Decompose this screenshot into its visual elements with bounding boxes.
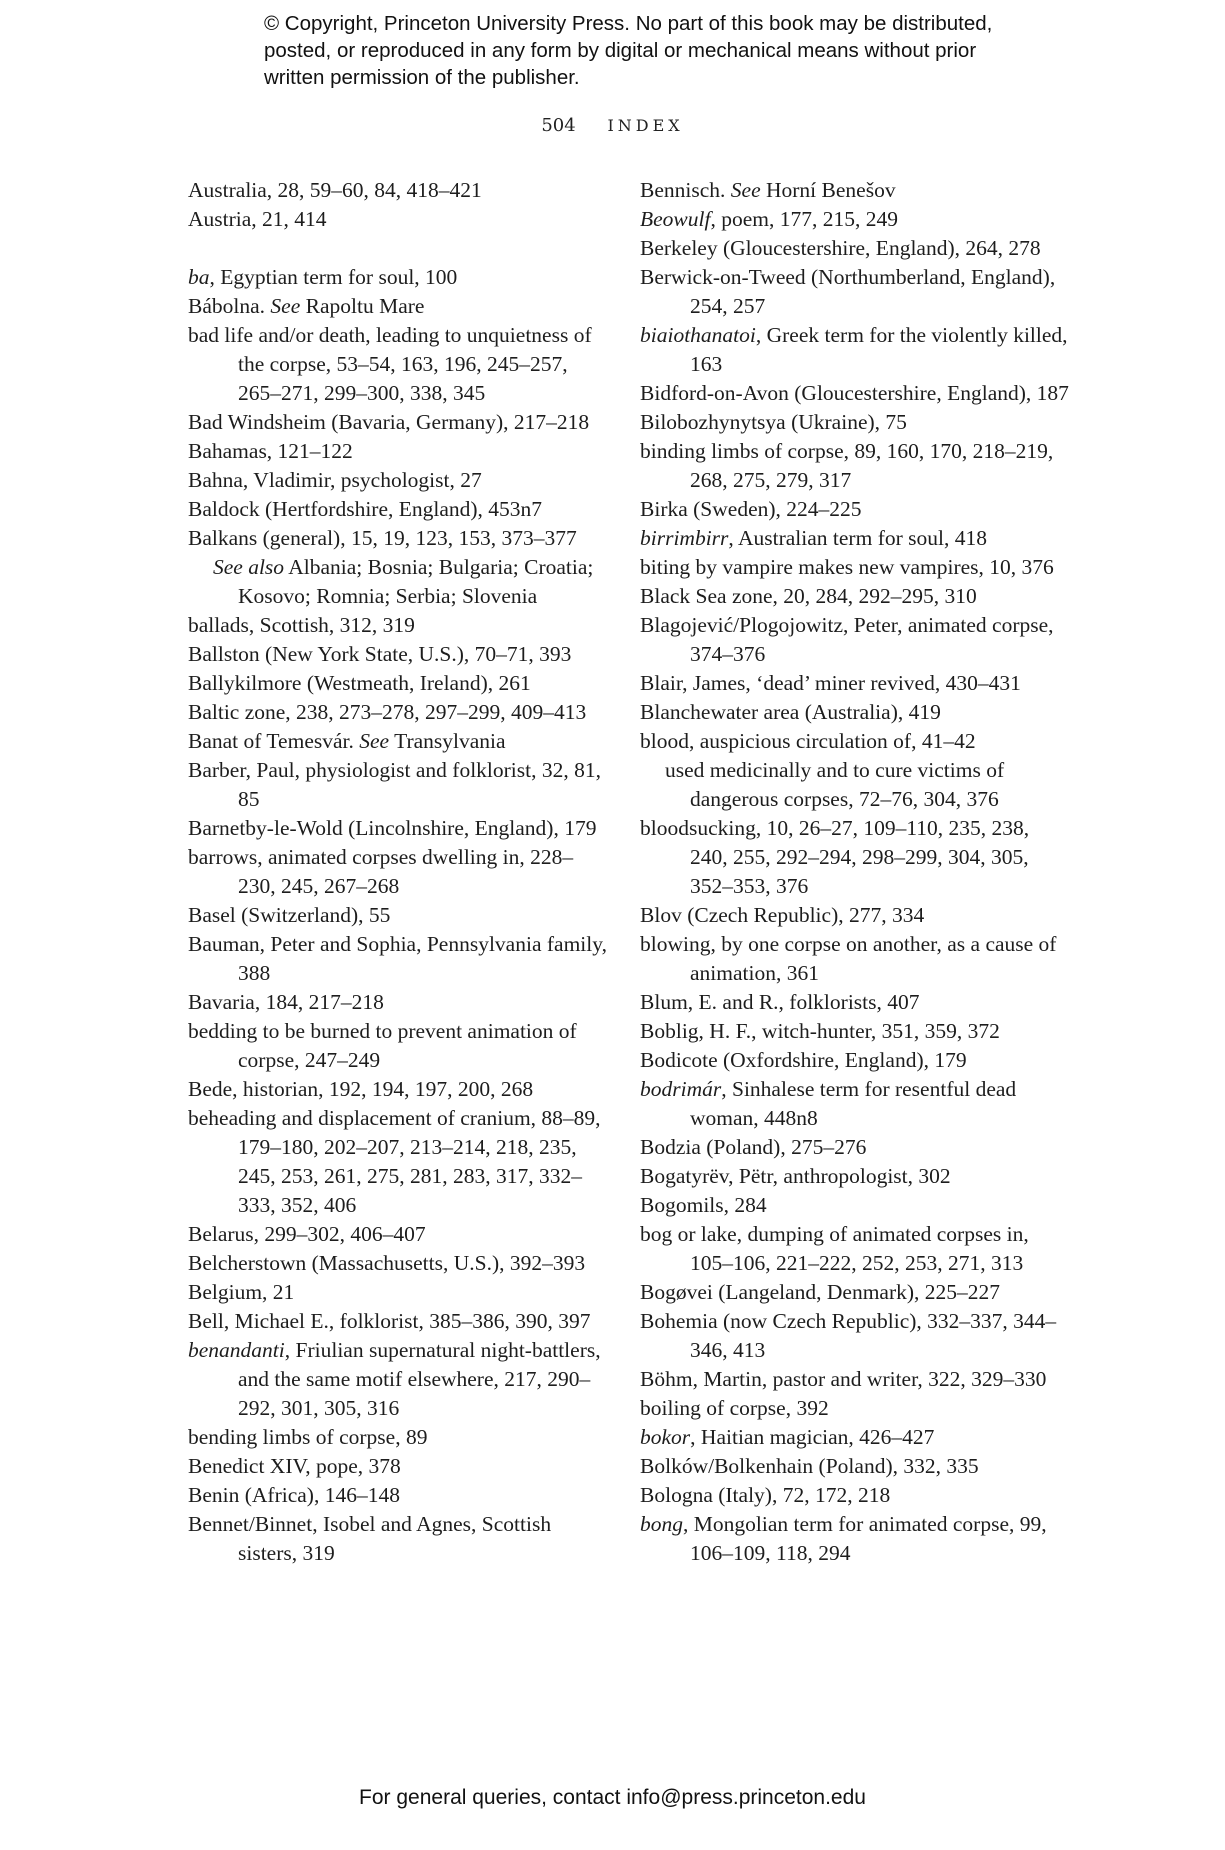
index-entry (188, 205, 608, 234)
entry-text: Barber, Paul, physiologist and folklorist, 32, 81, 85 (188, 758, 601, 811)
copyright-notice: © Copyright, Princeton University Press. No part of this book may be distributed, posted, or reproduced in any form by digital or mechanical means without prior written permission of the publisher. (264, 12, 993, 89)
entry-text: Bologna (Italy), 72, 172, 218 (640, 1483, 891, 1507)
running-title: INDEX (607, 116, 684, 135)
index-entry (188, 321, 608, 408)
entry-text: Blanchewater area (Australia), 419 (640, 700, 941, 724)
index-entry (188, 176, 608, 205)
index-entry (188, 611, 608, 640)
index-entry (640, 727, 1070, 756)
index-entry (188, 727, 608, 756)
entry-text: Blair, James, ‘dead’ miner revived, 430–431 (640, 671, 1021, 695)
entry-text: bending limbs of corpse, 89 (188, 1425, 428, 1449)
index-entry (640, 408, 1070, 437)
entry-text: Berwick-on-Tweed (Northumberland, England), 254, 257 (640, 265, 1056, 318)
index-entry (640, 495, 1070, 524)
entry-text: binding limbs of corpse, 89, 160, 170, 218–219, 268, 275, 279, 317 (640, 439, 1054, 492)
index-entry (640, 582, 1070, 611)
entry-text: , Haitian magician, 426–427 (690, 1425, 935, 1449)
index-entry (640, 1191, 1070, 1220)
index-subentry (188, 553, 608, 611)
index-entry (640, 1220, 1070, 1278)
entry-text: Banat of Temesvár. (188, 729, 360, 753)
running-head (0, 115, 1225, 136)
entry-headword: bong (640, 1512, 683, 1536)
index-entry (640, 930, 1070, 988)
entry-text: Bad Windsheim (Bavaria, Germany), 217–218 (188, 410, 590, 434)
entry-text: Australia, 28, 59–60, 84, 418–421 (188, 178, 482, 202)
entry-text: blowing, by one corpse on another, as a cause of animation, 361 (640, 932, 1057, 985)
index-column-left (188, 176, 608, 1568)
index-entry (640, 1423, 1070, 1452)
entry-text: Bennisch. (640, 178, 731, 202)
entry-gap (188, 234, 608, 263)
entry-text: , Mongolian term for animated corpse, 99, 106–109, 118, 294 (683, 1512, 1047, 1565)
see-target: Rapoltu Mare (300, 294, 425, 318)
entry-headword: ba (188, 265, 210, 289)
index-entry (188, 1278, 608, 1307)
see-target: Albania; Bosnia; Bulgaria; Croatia; Kosovo; Romnia; Serbia; Slovenia (238, 555, 594, 608)
entry-text: Blum, E. and R., folklorists, 407 (640, 990, 920, 1014)
entry-text: , Sinhalese term for resentful dead woman, 448n8 (690, 1077, 1017, 1130)
entry-text: , Friulian supernatural night-battlers, and the same motif elsewhere, 217, 290–292, 301, 305, 316 (238, 1338, 601, 1420)
entry-text: Bogatyrëv, Pëtr, anthropologist, 302 (640, 1164, 951, 1188)
entry-text: Basel (Switzerland), 55 (188, 903, 391, 927)
index-entry (640, 1075, 1070, 1133)
index-entry (640, 698, 1070, 727)
entry-text: barrows, animated corpses dwelling in, 228–230, 245, 267–268 (188, 845, 574, 898)
entry-text: Boblig, H. F., witch-hunter, 351, 359, 372 (640, 1019, 1000, 1043)
entry-text: boiling of corpse, 392 (640, 1396, 829, 1420)
entry-text: Bidford-on-Avon (Gloucestershire, England), 187 (640, 381, 1069, 405)
index-entry (188, 437, 608, 466)
index-entry (640, 1452, 1070, 1481)
entry-headword: bodrimár (640, 1077, 722, 1101)
entry-text: Böhm, Martin, pastor and writer, 322, 329–330 (640, 1367, 1047, 1391)
entry-text: Bede, historian, 192, 194, 197, 200, 268 (188, 1077, 534, 1101)
entry-text: Bennet/Binnet, Isobel and Agnes, Scottish sisters, 319 (188, 1512, 552, 1565)
see-target: Horní Benešov (760, 178, 896, 202)
entry-text: Bodzia (Poland), 275–276 (640, 1135, 867, 1159)
entry-text: beheading and displacement of cranium, 88–89, 179–180, 202–207, 213–214, 218, 235, 245, 253, 261, 275, 281, 283, 317, 332–333, 352, 406 (188, 1106, 601, 1217)
entry-headword: birrimbirr (640, 526, 729, 550)
index-entry (640, 1278, 1070, 1307)
index-entry (188, 1423, 608, 1452)
entry-text: ballads, Scottish, 312, 319 (188, 613, 415, 637)
index-entry (188, 698, 608, 727)
entry-text: bog or lake, dumping of animated corpses in, 105–106, 221–222, 252, 253, 271, 313 (640, 1222, 1029, 1275)
see-reference: See (359, 729, 390, 753)
index-entry (188, 263, 608, 292)
entry-text: Baltic zone, 238, 273–278, 297–299, 409–413 (188, 700, 587, 724)
index-entry (188, 466, 608, 495)
page-number: 504 (541, 115, 576, 136)
entry-text: Bauman, Peter and Sophia, Pennsylvania family, 388 (188, 932, 607, 985)
index-entry (640, 379, 1070, 408)
index-entry (188, 1017, 608, 1075)
index-entry (640, 901, 1070, 930)
entry-text: , Egyptian term for soul, 100 (209, 265, 458, 289)
index-entry (188, 524, 608, 553)
entry-text: Bell, Michael E., folklorist, 385–386, 390, 397 (188, 1309, 591, 1333)
entry-text: Barnetby-le-Wold (Lincolnshire, England), 179 (188, 816, 597, 840)
index-entry (640, 263, 1070, 321)
entry-text: Blov (Czech Republic), 277, 334 (640, 903, 925, 927)
index-entry (188, 988, 608, 1017)
entry-text: Bodicote (Oxfordshire, England), 179 (640, 1048, 967, 1072)
index-entry (188, 1336, 608, 1423)
entry-text: Belarus, 299–302, 406–407 (188, 1222, 426, 1246)
index-entry (640, 437, 1070, 495)
index-entry (640, 1162, 1070, 1191)
index-entry (640, 669, 1070, 698)
index-entry (640, 553, 1070, 582)
entry-text: Austria, 21, 414 (188, 207, 327, 231)
entry-text: Bavaria, 184, 217–218 (188, 990, 384, 1014)
entry-text: Bohemia (now Czech Republic), 332–337, 344–346, 413 (640, 1309, 1057, 1362)
index-column-right (640, 176, 1070, 1568)
index-subentry (640, 756, 1070, 814)
index-entry (640, 1133, 1070, 1162)
index-entry (188, 901, 608, 930)
entry-text: , Australian term for soul, 418 (728, 526, 987, 550)
see-reference: See (730, 178, 761, 202)
entry-text: Baldock (Hertfordshire, England), 453n7 (188, 497, 543, 521)
index-entry (640, 1510, 1070, 1568)
entry-text: , Greek term for the violently killed, 163 (690, 323, 1068, 376)
index-entry (640, 321, 1070, 379)
index-entry (188, 1249, 608, 1278)
index-entry (640, 611, 1070, 669)
entry-text: Bábolna. (188, 294, 271, 318)
index-entry (640, 176, 1070, 205)
index-entry (640, 1365, 1070, 1394)
entry-text: Bahna, Vladimir, psychologist, 27 (188, 468, 482, 492)
index-entry (640, 1481, 1070, 1510)
entry-headword: Beowulf (640, 207, 711, 231)
index-entry (188, 408, 608, 437)
index-entry (640, 524, 1070, 553)
entry-text: bloodsucking, 10, 26–27, 109–110, 235, 238, 240, 255, 292–294, 298–299, 304, 305, 352–353, 376 (640, 816, 1030, 898)
index-entry (640, 814, 1070, 901)
index-entry (640, 1017, 1070, 1046)
index-entry (188, 1452, 608, 1481)
entry-text: used medicinally and to cure victims of dangerous corpses, 72–76, 304, 376 (665, 758, 1005, 811)
index-entry (188, 1307, 608, 1336)
index-entry (640, 988, 1070, 1017)
index-entry (640, 234, 1070, 263)
entry-text: Belgium, 21 (188, 1280, 295, 1304)
index-entry (188, 495, 608, 524)
index-entry (188, 669, 608, 698)
entry-text: blood, auspicious circulation of, 41–42 (640, 729, 976, 753)
index-entry (188, 1104, 608, 1220)
entry-text: bad life and/or death, leading to unquietness of the corpse, 53–54, 163, 196, 245–257, 265–271, 299–300, 338, 345 (188, 323, 592, 405)
index-entry (640, 1046, 1070, 1075)
index-entry (188, 1220, 608, 1249)
entry-text: biting by vampire makes new vampires, 10, 376 (640, 555, 1054, 579)
see-target: Transylvania (389, 729, 506, 753)
entry-text: bedding to be burned to prevent animation of corpse, 247–249 (188, 1019, 577, 1072)
entry-text: Bilobozhynytsya (Ukraine), 75 (640, 410, 907, 434)
entry-text: Ballykilmore (Westmeath, Ireland), 261 (188, 671, 531, 695)
entry-text: Blagojević/Plogojowitz, Peter, animated corpse, 374–376 (640, 613, 1054, 666)
index-entry (188, 814, 608, 843)
index-entry (188, 930, 608, 988)
index-entry (640, 1307, 1070, 1365)
entry-text: Bogøvei (Langeland, Denmark), 225–227 (640, 1280, 1001, 1304)
index-entry (188, 292, 608, 321)
index-entry (188, 640, 608, 669)
index-entry (640, 205, 1070, 234)
entry-text: Balkans (general), 15, 19, 123, 153, 373–377 (188, 526, 577, 550)
entry-headword: benandanti (188, 1338, 285, 1362)
entry-text: Bogomils, 284 (640, 1193, 767, 1217)
entry-text: , poem, 177, 215, 249 (710, 207, 898, 231)
entry-text: Berkeley (Gloucestershire, England), 264, 278 (640, 236, 1041, 260)
entry-text: Belcherstown (Massachusetts, U.S.), 392–393 (188, 1251, 586, 1275)
entry-text: Ballston (New York State, U.S.), 70–71, 393 (188, 642, 572, 666)
index-entry (188, 1510, 608, 1568)
see-reference: See also (213, 555, 285, 579)
index-entry (188, 1481, 608, 1510)
entry-text: Bolków/Bolkenhain (Poland), 332, 335 (640, 1454, 979, 1478)
entry-headword: biaiothanatoi (640, 323, 756, 347)
index-entry (188, 756, 608, 814)
entry-headword: bokor (640, 1425, 691, 1449)
entry-text: Black Sea zone, 20, 284, 292–295, 310 (640, 584, 977, 608)
index-entry (188, 1075, 608, 1104)
see-reference: See (270, 294, 301, 318)
entry-text: Birka (Sweden), 224–225 (640, 497, 862, 521)
index-entry (188, 843, 608, 901)
footer-contact: For general queries, contact info@press.princeton.edu (359, 1786, 866, 1809)
entry-text: Benedict XIV, pope, 378 (188, 1454, 401, 1478)
entry-text: Benin (Africa), 146–148 (188, 1483, 400, 1507)
index-entry (640, 1394, 1070, 1423)
entry-text: Bahamas, 121–122 (188, 439, 353, 463)
